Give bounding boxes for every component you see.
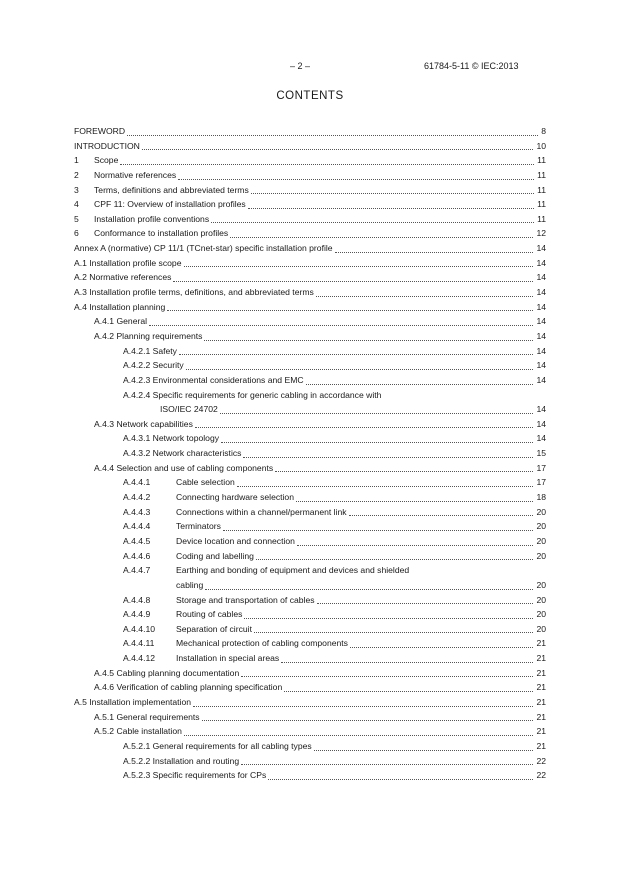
toc-entry[interactable] (74, 549, 546, 564)
toc-entry[interactable] (74, 739, 546, 754)
toc-entry-label: A.4.2.3 Environmental considerations and EMC (123, 374, 304, 385)
toc-entry-label: A.4.4 Selection and use of cabling components (94, 462, 274, 473)
toc-dot-leader (350, 647, 533, 648)
toc-entry-page: 14 (535, 300, 546, 315)
toc-entry-page: 11 (536, 197, 546, 212)
toc-entry-label-continued: cabling (176, 579, 204, 590)
toc-entry-label: Scope (94, 155, 119, 166)
toc-entry-page: 21 (535, 710, 546, 725)
toc-entry-page: 20 (535, 593, 546, 608)
toc-dot-leader (186, 369, 533, 370)
toc-dot-leader (248, 208, 534, 209)
toc-entry-page: 15 (535, 446, 546, 461)
toc-dot-leader (241, 764, 533, 765)
toc-entry-page: 14 (535, 256, 546, 271)
toc-entry-number: A.4.4.5 (123, 535, 151, 546)
toc-entry-page: 11 (536, 153, 546, 168)
toc-entry-page: 21 (535, 739, 546, 754)
toc-entry[interactable] (74, 168, 546, 183)
toc-entry[interactable] (74, 285, 546, 300)
toc-entry[interactable] (74, 607, 546, 622)
toc-dot-leader (230, 237, 533, 238)
toc-entry-number: A.4.4.1 (123, 477, 151, 488)
toc-entry-page: 17 (535, 475, 546, 490)
toc-dot-leader (167, 310, 533, 311)
toc-entry[interactable] (74, 124, 546, 139)
toc-dot-leader (195, 427, 533, 428)
toc-dot-leader (297, 545, 533, 546)
toc-dot-leader (335, 252, 533, 253)
toc-entry[interactable] (74, 212, 546, 227)
toc-entry-page: 17 (535, 461, 546, 476)
toc-entry-number: 2 (74, 169, 79, 180)
toc-entry-number: 4 (74, 199, 79, 210)
toc-entry-label: A.4.1 General (94, 316, 148, 327)
toc-dot-leader (268, 779, 533, 780)
toc-entry-label: A.4.5 Cabling planning documentation (94, 667, 240, 678)
toc-entry-label: A.3 Installation profile terms, definitions, and abbreviated terms (74, 287, 314, 298)
toc-entry[interactable] (74, 622, 546, 637)
toc-dot-leader (296, 501, 533, 502)
toc-entry[interactable] (74, 153, 546, 168)
toc-dot-leader (223, 530, 533, 531)
toc-entry-page: 14 (535, 314, 546, 329)
toc-entry[interactable] (74, 270, 546, 285)
toc-entry-label: Conformance to installation profiles (94, 228, 229, 239)
toc-entry-label: A.4.6 Verification of cabling planning specification (94, 682, 283, 693)
toc-dot-leader (275, 471, 533, 472)
toc-entry-label: A.4.2.1 Safety (123, 345, 177, 356)
toc-entry[interactable] (74, 666, 546, 681)
toc-entry[interactable] (74, 680, 546, 695)
toc-dot-leader (179, 354, 533, 355)
toc-entry-label: A.4.2 Planning requirements (94, 330, 203, 341)
toc-entry-label: A.5.2 Cable installation (94, 726, 182, 737)
toc-dot-leader (211, 222, 534, 223)
toc-entry-page: 14 (535, 329, 546, 344)
toc-dot-leader (281, 662, 533, 663)
toc-entry[interactable] (74, 461, 546, 476)
toc-entry-page: 11 (536, 183, 546, 198)
toc-entry-label: A.4 Installation planning (74, 301, 166, 312)
toc-entry-page: 14 (535, 344, 546, 359)
toc-entry-number: A.4.4.2 (123, 492, 151, 503)
toc-entry[interactable] (74, 593, 546, 608)
toc-entry-page: 14 (535, 241, 546, 256)
toc-entry[interactable] (74, 519, 546, 534)
toc-entry-page: 20 (535, 622, 546, 637)
toc-entry[interactable] (74, 388, 546, 417)
toc-dot-leader (127, 135, 538, 136)
toc-entry[interactable] (74, 139, 546, 154)
toc-dot-leader (237, 486, 533, 487)
toc-entry[interactable] (74, 183, 546, 198)
toc-dot-leader (241, 676, 533, 677)
toc-entry-number: A.4.4.11 (123, 638, 155, 649)
toc-entry-label: A.5.2.2 Installation and routing (123, 755, 240, 766)
toc-entry[interactable] (74, 373, 546, 388)
toc-entry[interactable] (74, 256, 546, 271)
toc-entry-label: A.1 Installation profile scope (74, 257, 182, 268)
toc-entry-label: FOREWORD (74, 126, 126, 136)
toc-dot-leader (244, 618, 533, 619)
table-of-contents (74, 124, 546, 783)
toc-entry[interactable] (74, 636, 546, 651)
toc-entry[interactable] (74, 226, 546, 241)
toc-dot-leader (251, 193, 534, 194)
toc-entry-number: A.4.4.4 (123, 521, 151, 532)
toc-dot-leader (314, 750, 533, 751)
toc-entry-number: 6 (74, 228, 79, 239)
document-reference: 61784-5-11 © IEC:2013 (424, 61, 519, 71)
toc-entry[interactable] (74, 724, 546, 739)
toc-entry-page: 14 (535, 417, 546, 432)
toc-entry[interactable] (74, 358, 546, 373)
toc-entry-number: A.4.4.6 (123, 550, 151, 561)
toc-entry-label: Installation in special areas (176, 653, 280, 664)
toc-entry-label: Terminators (176, 521, 221, 532)
toc-entry-label: Connecting hardware selection (176, 492, 294, 503)
toc-entry-label: Terms, definitions and abbreviated terms (94, 184, 249, 195)
toc-entry-label: Routing of cables (176, 609, 243, 620)
toc-entry-label: Annex A (normative) CP 11/1 (TCnet-star) specific installation profile (74, 243, 333, 254)
toc-dot-leader (178, 179, 534, 180)
toc-entry-page: 14 (535, 270, 546, 285)
toc-dot-leader (316, 296, 533, 297)
toc-dot-leader (306, 384, 533, 385)
toc-entry-number: 1 (74, 155, 79, 166)
toc-entry-label: A.5 Installation implementation (74, 697, 192, 708)
toc-entry-page: 21 (535, 680, 546, 695)
toc-entry[interactable] (74, 197, 546, 212)
toc-dot-leader (173, 281, 533, 282)
toc-entry-label: A.4.3.2 Network characteristics (123, 448, 242, 459)
toc-entry-label: INTRODUCTION (74, 140, 140, 151)
toc-entry-label: Normative references (94, 169, 177, 180)
toc-entry-page: 14 (535, 402, 546, 417)
toc-entry-label: A.5.2.1 General requirements for all cabling types (123, 740, 312, 751)
toc-entry-page: 14 (535, 373, 546, 388)
toc-entry[interactable] (74, 344, 546, 359)
toc-entry-label: A.4.2.4 Specific requirements for generic cabling in accordance with (123, 389, 382, 400)
toc-dot-leader (184, 266, 533, 267)
toc-entry[interactable] (74, 768, 546, 783)
toc-entry-page: 21 (535, 724, 546, 739)
toc-entry-number: A.4.4.8 (123, 594, 151, 605)
toc-entry[interactable] (74, 329, 546, 344)
toc-entry-page: 11 (536, 168, 546, 183)
toc-entry-page: 21 (535, 666, 546, 681)
toc-entry-label: A.5.1 General requirements (94, 711, 200, 722)
toc-entry-label: Mechanical protection of cabling components (176, 638, 348, 649)
toc-entry-label: A.2 Normative references (74, 272, 172, 283)
toc-entry[interactable] (74, 475, 546, 490)
contents-title: CONTENTS (276, 90, 344, 102)
toc-entry-label: A.5.2.3 Specific requirements for CPs (123, 770, 267, 781)
toc-dot-leader (204, 340, 533, 341)
toc-entry-page: 20 (535, 505, 546, 520)
toc-entry-page: 8 (540, 124, 546, 139)
toc-entry-number: A.4.4.3 (123, 506, 151, 517)
toc-entry-page: 10 (535, 139, 546, 154)
toc-entry-label: Device location and connection (176, 535, 295, 546)
toc-entry-label: A.4.3 Network capabilities (94, 418, 193, 429)
toc-entry-page: 11 (536, 212, 546, 227)
toc-entry[interactable] (74, 490, 546, 505)
toc-dot-leader (254, 632, 533, 633)
toc-dot-leader (221, 442, 533, 443)
toc-entry-label: Installation profile conventions (94, 213, 210, 224)
toc-entry-number: 5 (74, 213, 79, 224)
toc-entry[interactable] (74, 241, 546, 256)
toc-dot-leader (243, 457, 533, 458)
toc-entry-page: 14 (535, 285, 546, 300)
toc-entry-page: 20 (535, 519, 546, 534)
toc-entry[interactable] (74, 446, 546, 461)
toc-entry-number: A.4.4.12 (123, 653, 156, 664)
toc-entry-page: 22 (535, 768, 546, 783)
toc-entry[interactable] (74, 431, 546, 446)
toc-entry[interactable] (74, 300, 546, 315)
toc-entry[interactable] (74, 710, 546, 725)
toc-dot-leader (120, 164, 534, 165)
toc-entry[interactable] (74, 314, 546, 329)
toc-dot-leader (142, 149, 533, 150)
toc-entry-label: Cable selection (176, 477, 235, 488)
toc-entry-page: 14 (535, 358, 546, 373)
toc-entry[interactable] (74, 563, 546, 592)
toc-entry-label: Connections within a channel/permanent link (176, 506, 347, 517)
toc-entry[interactable] (74, 695, 546, 710)
toc-dot-leader (202, 720, 533, 721)
toc-entry-page: 12 (535, 226, 546, 241)
toc-entry-label: Coding and labelling (176, 550, 254, 561)
toc-entry[interactable] (74, 534, 546, 549)
toc-dot-leader (149, 325, 533, 326)
toc-dot-leader (193, 706, 533, 707)
toc-dot-leader (317, 603, 533, 604)
toc-entry-number: A.4.4.9 (123, 609, 151, 620)
toc-entry-label: Storage and transportation of cables (176, 594, 315, 605)
page-number: – 2 – (290, 61, 311, 71)
toc-entry-page: 20 (535, 607, 546, 622)
toc-entry-label: Earthing and bonding of equipment and devices and shielded (176, 565, 410, 576)
toc-dot-leader (349, 515, 533, 516)
toc-dot-leader (184, 735, 533, 736)
toc-entry-page: 22 (535, 754, 546, 769)
toc-entry-page: 21 (535, 651, 546, 666)
toc-entry[interactable] (74, 651, 546, 666)
toc-entry-label: A.4.2.2 Security (123, 360, 184, 371)
toc-dot-leader (205, 589, 533, 590)
toc-entry-label: A.4.3.1 Network topology (123, 433, 220, 444)
toc-entry[interactable] (74, 417, 546, 432)
toc-dot-leader (284, 691, 533, 692)
toc-entry-page: 14 (535, 431, 546, 446)
toc-entry-page: 21 (535, 695, 546, 710)
toc-entry-page: 21 (535, 636, 546, 651)
toc-entry-page: 20 (535, 578, 546, 593)
toc-dot-leader (220, 413, 533, 414)
toc-entry-label: CPF 11: Overview of installation profiles (94, 199, 246, 210)
toc-entry[interactable] (74, 754, 546, 769)
toc-dot-leader (256, 559, 533, 560)
toc-entry-label: Separation of circuit (176, 623, 252, 634)
toc-entry[interactable] (74, 505, 546, 520)
toc-entry-label-continued: ISO/IEC 24702 (160, 404, 218, 415)
toc-entry-page: 20 (535, 534, 546, 549)
toc-entry-page: 20 (535, 549, 546, 564)
toc-entry-number: A.4.4.7 (123, 565, 151, 576)
toc-entry-number: 3 (74, 184, 79, 195)
toc-entry-number: A.4.4.10 (123, 623, 156, 634)
toc-entry-page: 18 (535, 490, 546, 505)
